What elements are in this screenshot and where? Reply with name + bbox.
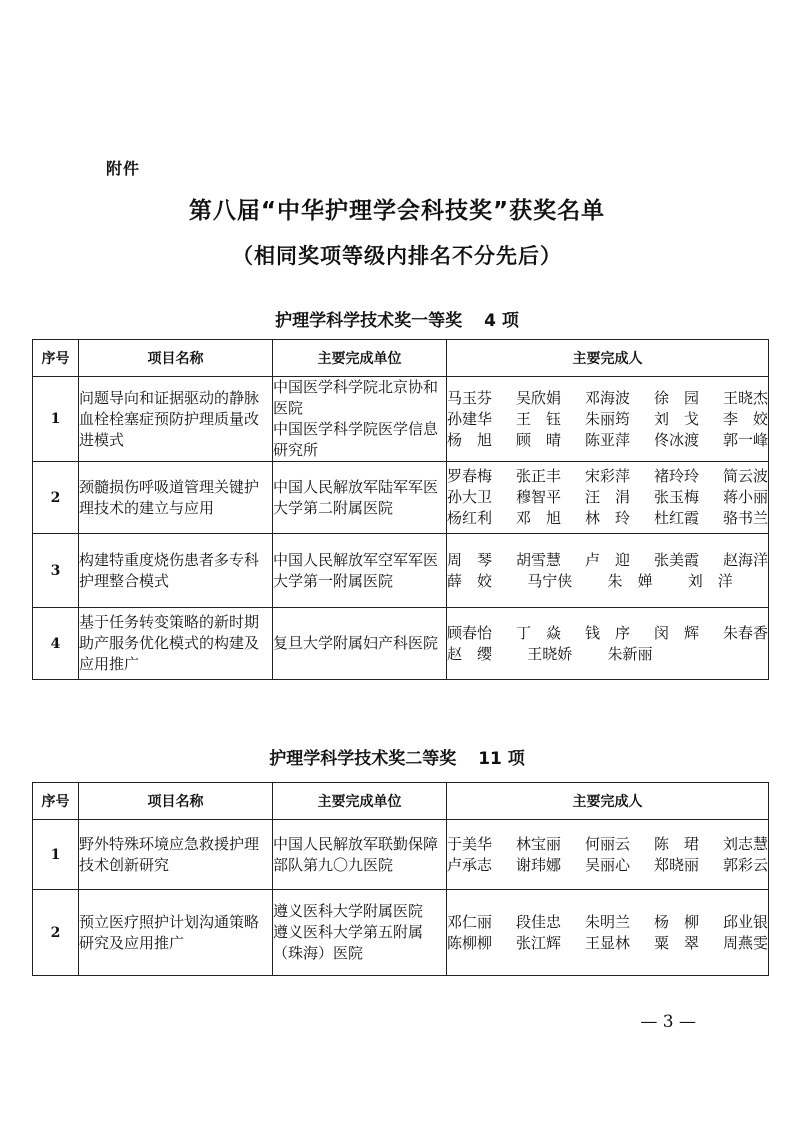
person-name: 罗春梅 <box>447 467 493 485</box>
table-header-row <box>33 783 769 820</box>
people-line <box>447 623 768 644</box>
table-header-row <box>33 340 769 377</box>
project-name: 构建特重度烧伤患者多专科护理整合模式 <box>79 534 273 608</box>
project-name: 问题导向和证据驱动的静脉血栓栓塞症预防护理质量改进模式 <box>79 377 273 462</box>
page-number: — 3 — <box>640 1012 696 1032</box>
person-name: 周燕雯 <box>722 933 768 952</box>
person-name: 朱新丽 <box>607 644 653 663</box>
person-name: 陈柳柳 <box>447 933 493 952</box>
people-line <box>447 855 768 876</box>
person-name: 朱 婵 <box>607 571 653 590</box>
table-row <box>33 462 769 534</box>
unit-line: 遵义医科大学附属医院 <box>273 902 424 920</box>
unit-line: 中国医学科学院医学信息研究所 <box>273 420 439 459</box>
completion-unit <box>273 820 447 890</box>
second-prize-title: 护理学科学技术奖二等奖 <box>269 749 457 769</box>
people-line <box>447 430 768 451</box>
people-line <box>447 487 768 508</box>
people-line <box>447 409 768 430</box>
person-name: 卢 迎 <box>584 550 630 569</box>
person-name: 闵 辉 <box>653 623 699 642</box>
col-header-no: 序号 <box>33 783 79 820</box>
person-name: 王晓娇 <box>527 644 573 663</box>
people-line <box>447 466 768 487</box>
unit-line: 遵义医科大学第五附属（珠海）医院 <box>273 923 424 962</box>
completion-people <box>447 462 769 534</box>
person-name: 邓 旭 <box>515 509 561 527</box>
person-name: 邱业银 <box>722 912 768 931</box>
person-name: 马宁侠 <box>527 571 573 590</box>
person-name: 杨 旭 <box>447 430 493 449</box>
row-number: 4 <box>33 608 79 680</box>
person-name: 杨 柳 <box>653 912 699 931</box>
person-name: 刘 洋 <box>687 571 733 590</box>
people-line <box>447 550 768 571</box>
person-name: 汪 涓 <box>584 488 630 506</box>
unit-line: 中国人民解放军空军军医大学第一附属医院 <box>273 550 439 590</box>
col-header-no: 序号 <box>33 340 79 377</box>
person-name: 佟冰渡 <box>653 430 699 449</box>
second-prize-count: 11 项 <box>478 749 525 769</box>
document-title: 第八届“中华护理学会科技奖”获奖名单 <box>188 198 606 224</box>
person-name: 林宝丽 <box>515 834 561 853</box>
completion-people <box>447 377 769 462</box>
people-line <box>447 388 768 409</box>
person-name: 朱春香 <box>722 623 768 642</box>
person-name: 骆书兰 <box>722 509 768 527</box>
person-name: 张玉梅 <box>653 488 699 506</box>
people-line <box>447 644 768 665</box>
people-line <box>447 508 768 529</box>
table-row <box>33 377 769 462</box>
person-name: 穆智平 <box>515 488 561 506</box>
person-name: 薛 姣 <box>447 571 493 590</box>
person-name: 王 钰 <box>515 409 561 428</box>
person-name: 宋彩萍 <box>584 467 630 485</box>
person-name: 马玉芬 <box>447 388 493 407</box>
project-name: 预立医疗照护计划沟通策略研究及应用推广 <box>79 890 273 976</box>
row-number: 2 <box>33 890 79 976</box>
person-name: 王晓杰 <box>722 388 768 407</box>
person-name: 张美霞 <box>653 550 699 569</box>
person-name: 胡雪慧 <box>515 550 561 569</box>
person-name: 粟 翠 <box>653 933 699 952</box>
person-name: 陈 珺 <box>653 834 699 853</box>
person-name: 丁 焱 <box>515 623 561 642</box>
person-name: 钱 序 <box>584 623 630 642</box>
person-name-spacer <box>688 644 748 665</box>
person-name: 周 琴 <box>447 550 493 569</box>
person-name: 吴欣娟 <box>515 388 561 407</box>
completion-people <box>447 608 769 680</box>
person-name: 杨红利 <box>447 509 493 527</box>
completion-unit <box>273 608 447 680</box>
person-name: 赵海洋 <box>722 550 768 569</box>
table-row <box>33 534 769 608</box>
document-subtitle: （相同奖项等级内排名不分先后） <box>232 244 562 268</box>
person-name: 孙建华 <box>447 409 493 428</box>
person-name: 邓海波 <box>584 388 630 407</box>
person-name: 于美华 <box>447 834 493 853</box>
people-line <box>447 912 768 933</box>
person-name: 李 姣 <box>722 409 768 428</box>
people-line <box>447 933 768 954</box>
table-row <box>33 820 769 890</box>
col-header-unit: 主要完成单位 <box>273 340 447 377</box>
person-name: 郭一峰 <box>722 430 768 449</box>
second-prize-heading <box>0 744 794 769</box>
completion-unit <box>273 534 447 608</box>
completion-people <box>447 890 769 976</box>
table-row <box>33 608 769 680</box>
first-prize-count: 4 项 <box>484 311 519 331</box>
first-prize-heading <box>0 306 794 331</box>
row-number: 1 <box>33 820 79 890</box>
col-header-people: 主要完成人 <box>447 783 769 820</box>
unit-line: 复旦大学附属妇产科医院 <box>273 634 439 652</box>
people-line <box>447 571 768 592</box>
person-name: 顾 晴 <box>515 430 561 449</box>
completion-unit <box>273 462 447 534</box>
person-name: 朱明兰 <box>584 912 630 931</box>
table-row <box>33 890 769 976</box>
person-name: 郑晓丽 <box>653 855 699 874</box>
person-name: 刘 戈 <box>653 409 699 428</box>
person-name: 蒋小丽 <box>722 488 768 506</box>
col-header-people: 主要完成人 <box>447 340 769 377</box>
person-name: 徐 园 <box>653 388 699 407</box>
first-prize-table <box>32 339 769 680</box>
completion-people <box>447 534 769 608</box>
unit-line: 中国人民解放军联勤保障部队第九〇九医院 <box>273 834 439 874</box>
person-name: 朱丽筠 <box>584 409 630 428</box>
person-name: 林 玲 <box>584 509 630 527</box>
row-number: 1 <box>33 377 79 462</box>
first-prize-title: 护理学科学技术奖一等奖 <box>275 311 463 331</box>
person-name: 简云波 <box>722 467 768 485</box>
person-name: 褚玲玲 <box>653 467 699 485</box>
col-header-project: 项目名称 <box>79 340 273 377</box>
person-name: 刘志慧 <box>722 834 768 853</box>
person-name: 张正丰 <box>515 467 561 485</box>
row-number: 3 <box>33 534 79 608</box>
person-name: 段佳忠 <box>515 912 561 931</box>
completion-unit <box>273 377 447 462</box>
person-name: 孙大卫 <box>447 488 493 506</box>
unit-line: 中国医学科学院北京协和医院 <box>273 378 439 417</box>
person-name: 张江辉 <box>515 933 561 952</box>
person-name: 赵 缨 <box>447 644 493 663</box>
person-name: 卢承志 <box>447 855 493 874</box>
person-name: 杜红霞 <box>653 509 699 527</box>
person-name: 邓仁丽 <box>447 912 493 931</box>
project-name: 野外特殊环境应急救援护理技术创新研究 <box>79 820 273 890</box>
row-number: 2 <box>33 462 79 534</box>
person-name: 陈亚萍 <box>584 430 630 449</box>
person-name: 王显林 <box>584 933 630 952</box>
person-name: 郭彩云 <box>722 855 768 874</box>
person-name: 吴丽心 <box>584 855 630 874</box>
project-name: 颈髓损伤呼吸道管理关键护理技术的建立与应用 <box>79 462 273 534</box>
unit-line: 中国人民解放军陆军军医大学第二附属医院 <box>273 477 439 517</box>
completion-unit <box>273 890 447 976</box>
person-name: 何丽云 <box>584 834 630 853</box>
people-line <box>447 834 768 855</box>
completion-people <box>447 820 769 890</box>
project-name: 基于任务转变策略的新时期助产服务优化模式的构建及应用推广 <box>79 608 273 680</box>
second-prize-table <box>32 782 769 976</box>
col-header-project: 项目名称 <box>79 783 273 820</box>
attachment-label: 附件 <box>106 159 141 178</box>
person-name: 谢玮娜 <box>515 855 561 874</box>
col-header-unit: 主要完成单位 <box>273 783 447 820</box>
person-name: 顾春怡 <box>447 623 493 642</box>
